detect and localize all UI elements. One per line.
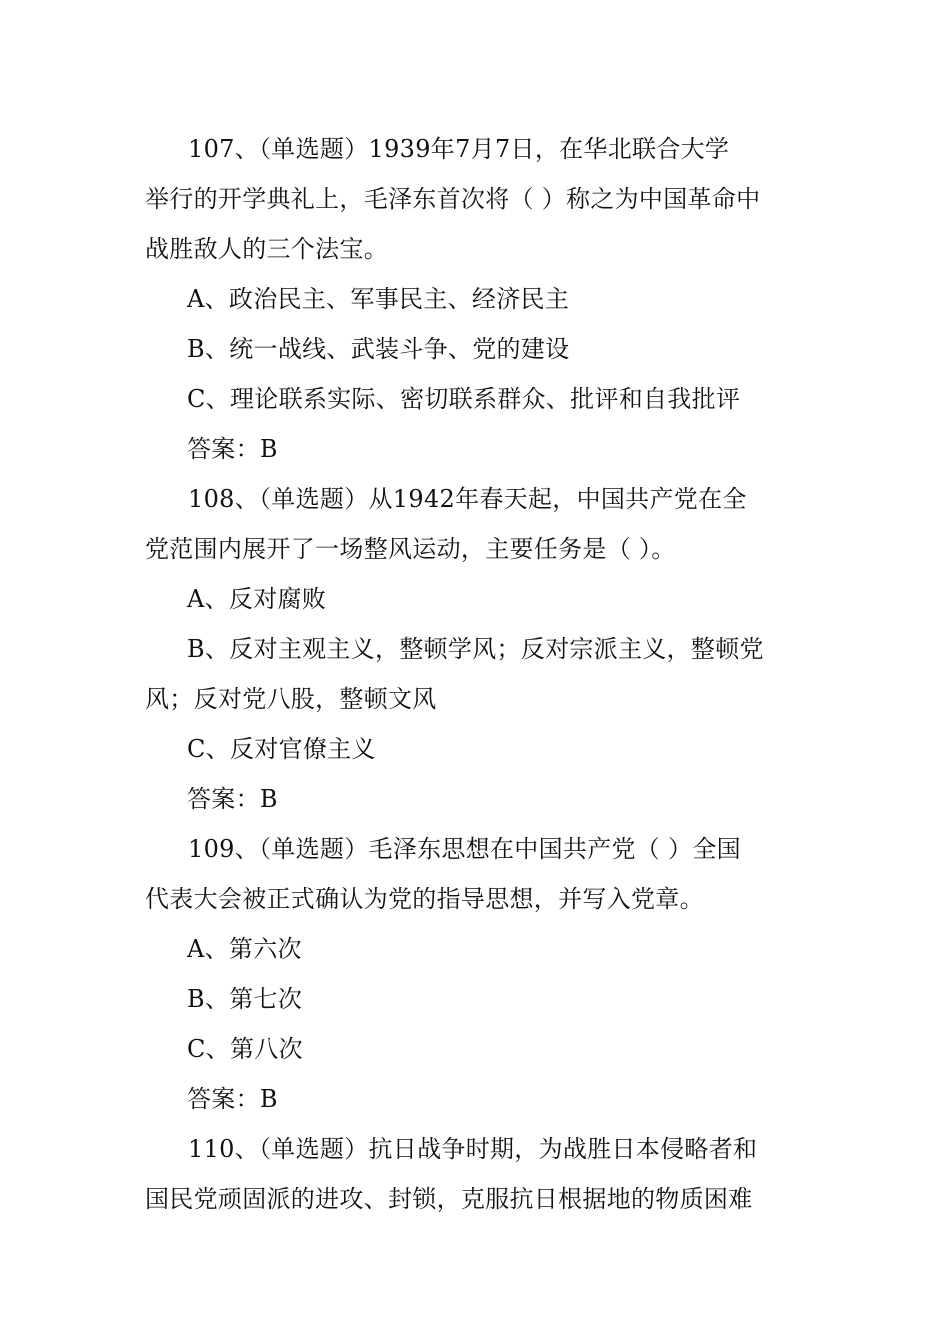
question-107-line-1: 107、（单选题）1939年7月7日，在华北联合大学	[188, 135, 730, 163]
question-109-option-a: A、第六次	[187, 935, 302, 963]
question-108-option-a: A、反对腐败	[187, 585, 327, 613]
question-109-line-2: 代表大会被正式确认为党的指导思想，并写入党章。	[145, 885, 704, 913]
question-108-option-b-continued: 风；反对党八股，整顿文风	[145, 685, 437, 713]
question-107-line-2: 举行的开学典礼上，毛泽东首次将（ ）称之为中国革命中	[145, 185, 761, 213]
question-107-option-c: C、理论联系实际、密切联系群众、批评和自我批评	[187, 385, 741, 413]
question-107-answer: 答案：B	[187, 435, 278, 463]
question-108-line-2: 党范围内展开了一场整风运动，主要任务是（ ）。	[145, 535, 676, 563]
question-108-option-c: C、反对官僚主义	[187, 735, 376, 763]
question-108-line-1: 108、（单选题）从1942年春天起，中国共产党在全	[188, 485, 747, 513]
question-110-line-2: 国民党顽固派的进攻、封锁，克服抗日根据地的物质困难	[145, 1185, 753, 1213]
question-109-answer: 答案：B	[187, 1085, 278, 1113]
question-109-line-1: 109、（单选题）毛泽东思想在中国共产党（ ）全国	[188, 835, 741, 863]
question-109-option-b: B、第七次	[187, 985, 303, 1013]
question-107-option-b: B、统一战线、武装斗争、党的建设	[187, 335, 570, 363]
question-107-option-a: A、政治民主、军事民主、经济民主	[187, 285, 570, 313]
document-page	[145, 124, 810, 1224]
question-110-line-1: 110、（单选题）抗日战争时期，为战胜日本侵略者和	[188, 1135, 758, 1163]
question-108-option-b: B、反对主观主义，整顿学风；反对宗派主义，整顿党	[187, 635, 764, 663]
question-107-line-3: 战胜敌人的三个法宝。	[145, 235, 388, 263]
question-108-answer: 答案：B	[187, 785, 278, 813]
question-109-option-c: C、第八次	[187, 1035, 303, 1063]
